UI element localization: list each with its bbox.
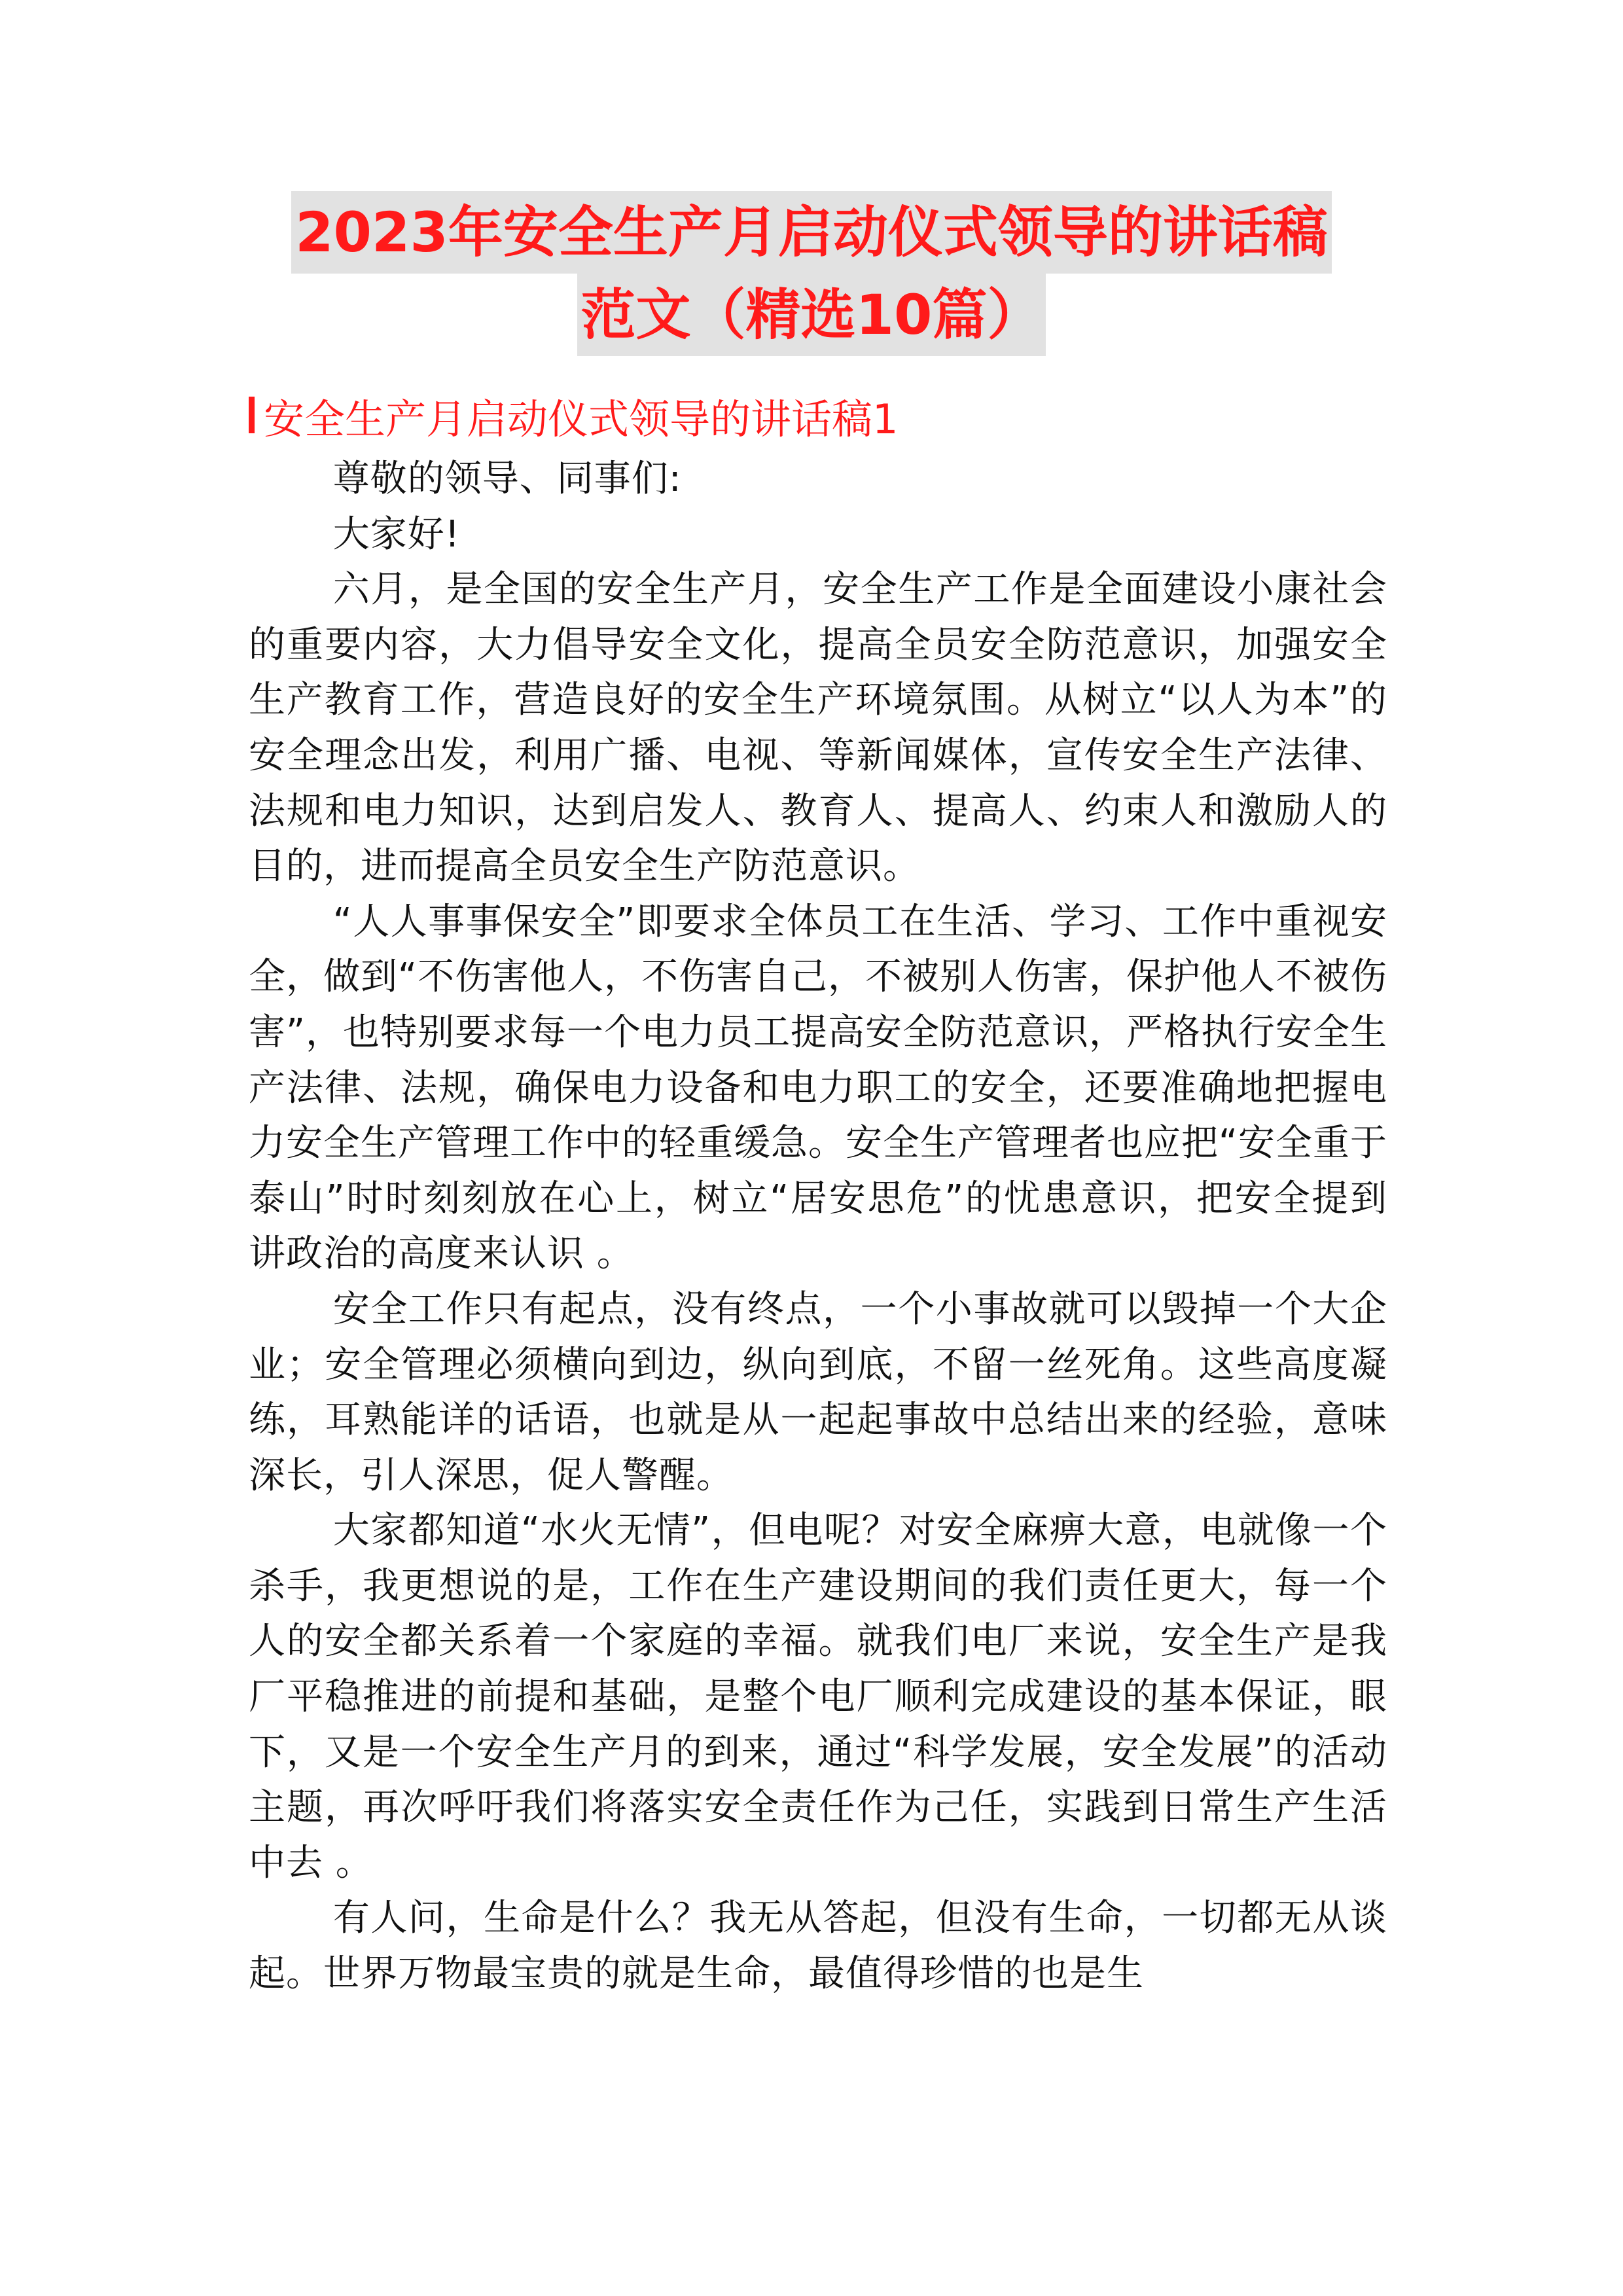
paragraph: 有人问，生命是什么？我无从答起，但没有生命，一切都无从谈起。世界万物最宝贵的就是生命，最值得珍惜的也是生	[249, 1897, 1387, 1996]
body-text	[249, 452, 1387, 2002]
paragraph: “人人事事保安全”即要求全体员工在生活、学习、工作中重视安全，做到“不伤害他人，不伤害自己，不被别人伤害，保护他人不被伤害”，也特别要求每一个电力员工提高安全防范意识，严格执行安全生产法律、法规，确保电力设备和电力职工的安全，还要准确地把握电力安全生产管理工作中的轻重缓急。安全生产管理者也应把“安全重于泰山”时时刻刻放在心上，树立“居安思危”的忧患意识，把安全提到讲政治的高度来认识 。	[249, 900, 1388, 1276]
paragraph-greeting: 大家好!	[332, 512, 461, 556]
paragraph-salutation: 尊敬的领导、同事们:	[332, 457, 682, 500]
document-title	[249, 191, 1374, 356]
heading-marker-icon	[249, 397, 255, 433]
title-line-2: 范文（精选10篇）	[577, 274, 1046, 356]
paragraph: 六月，是全国的安全生产月，安全生产工作是全面建设小康社会的重要内容，大力倡导安全文化，提高全员安全防范意识，加强安全生产教育工作，营造良好的安全生产环境氛围。从树立“以人为本”的安全理念出发，利用广播、电视、等新闻媒体，宣传安全生产法律、法规和电力知识，达到启发人、教育人、提高人、约束人和激励人的目的，进而提高全员安全生产防范意识。	[249, 568, 1387, 888]
paragraph: 大家都知道“水火无情”，但电呢？对安全麻痹大意，电就像一个杀手，我更想说的是，工作在生产建设期间的我们责任更大，每一个人的安全都关系着一个家庭的幸福。就我们电厂来说，安全生产是我厂平稳推进的前提和基础，是整个电厂顺利完成建设的基本保证，眼下，又是一个安全生产月的到来，通过“科学发展，安全发展”的活动主题，再次呼吁我们将落实安全责任作为己任，实践到日常生产生活中去 。	[249, 1509, 1387, 1884]
section-heading	[249, 390, 898, 449]
section-heading-text: 安全生产月启动仪式领导的讲话稿1	[264, 395, 899, 443]
paragraph: 安全工作只有起点，没有终点，一个小事故就可以毁掉一个大企业；安全管理必须横向到边，纵向到底，不留一丝死角。这些高度凝练，耳熟能详的话语，也就是从一起起事故中总结出来的经验，意味深长，引人深思，促人警醒。	[249, 1287, 1387, 1497]
title-line-1: 2023年安全生产月启动仪式领导的讲话稿	[291, 191, 1332, 274]
